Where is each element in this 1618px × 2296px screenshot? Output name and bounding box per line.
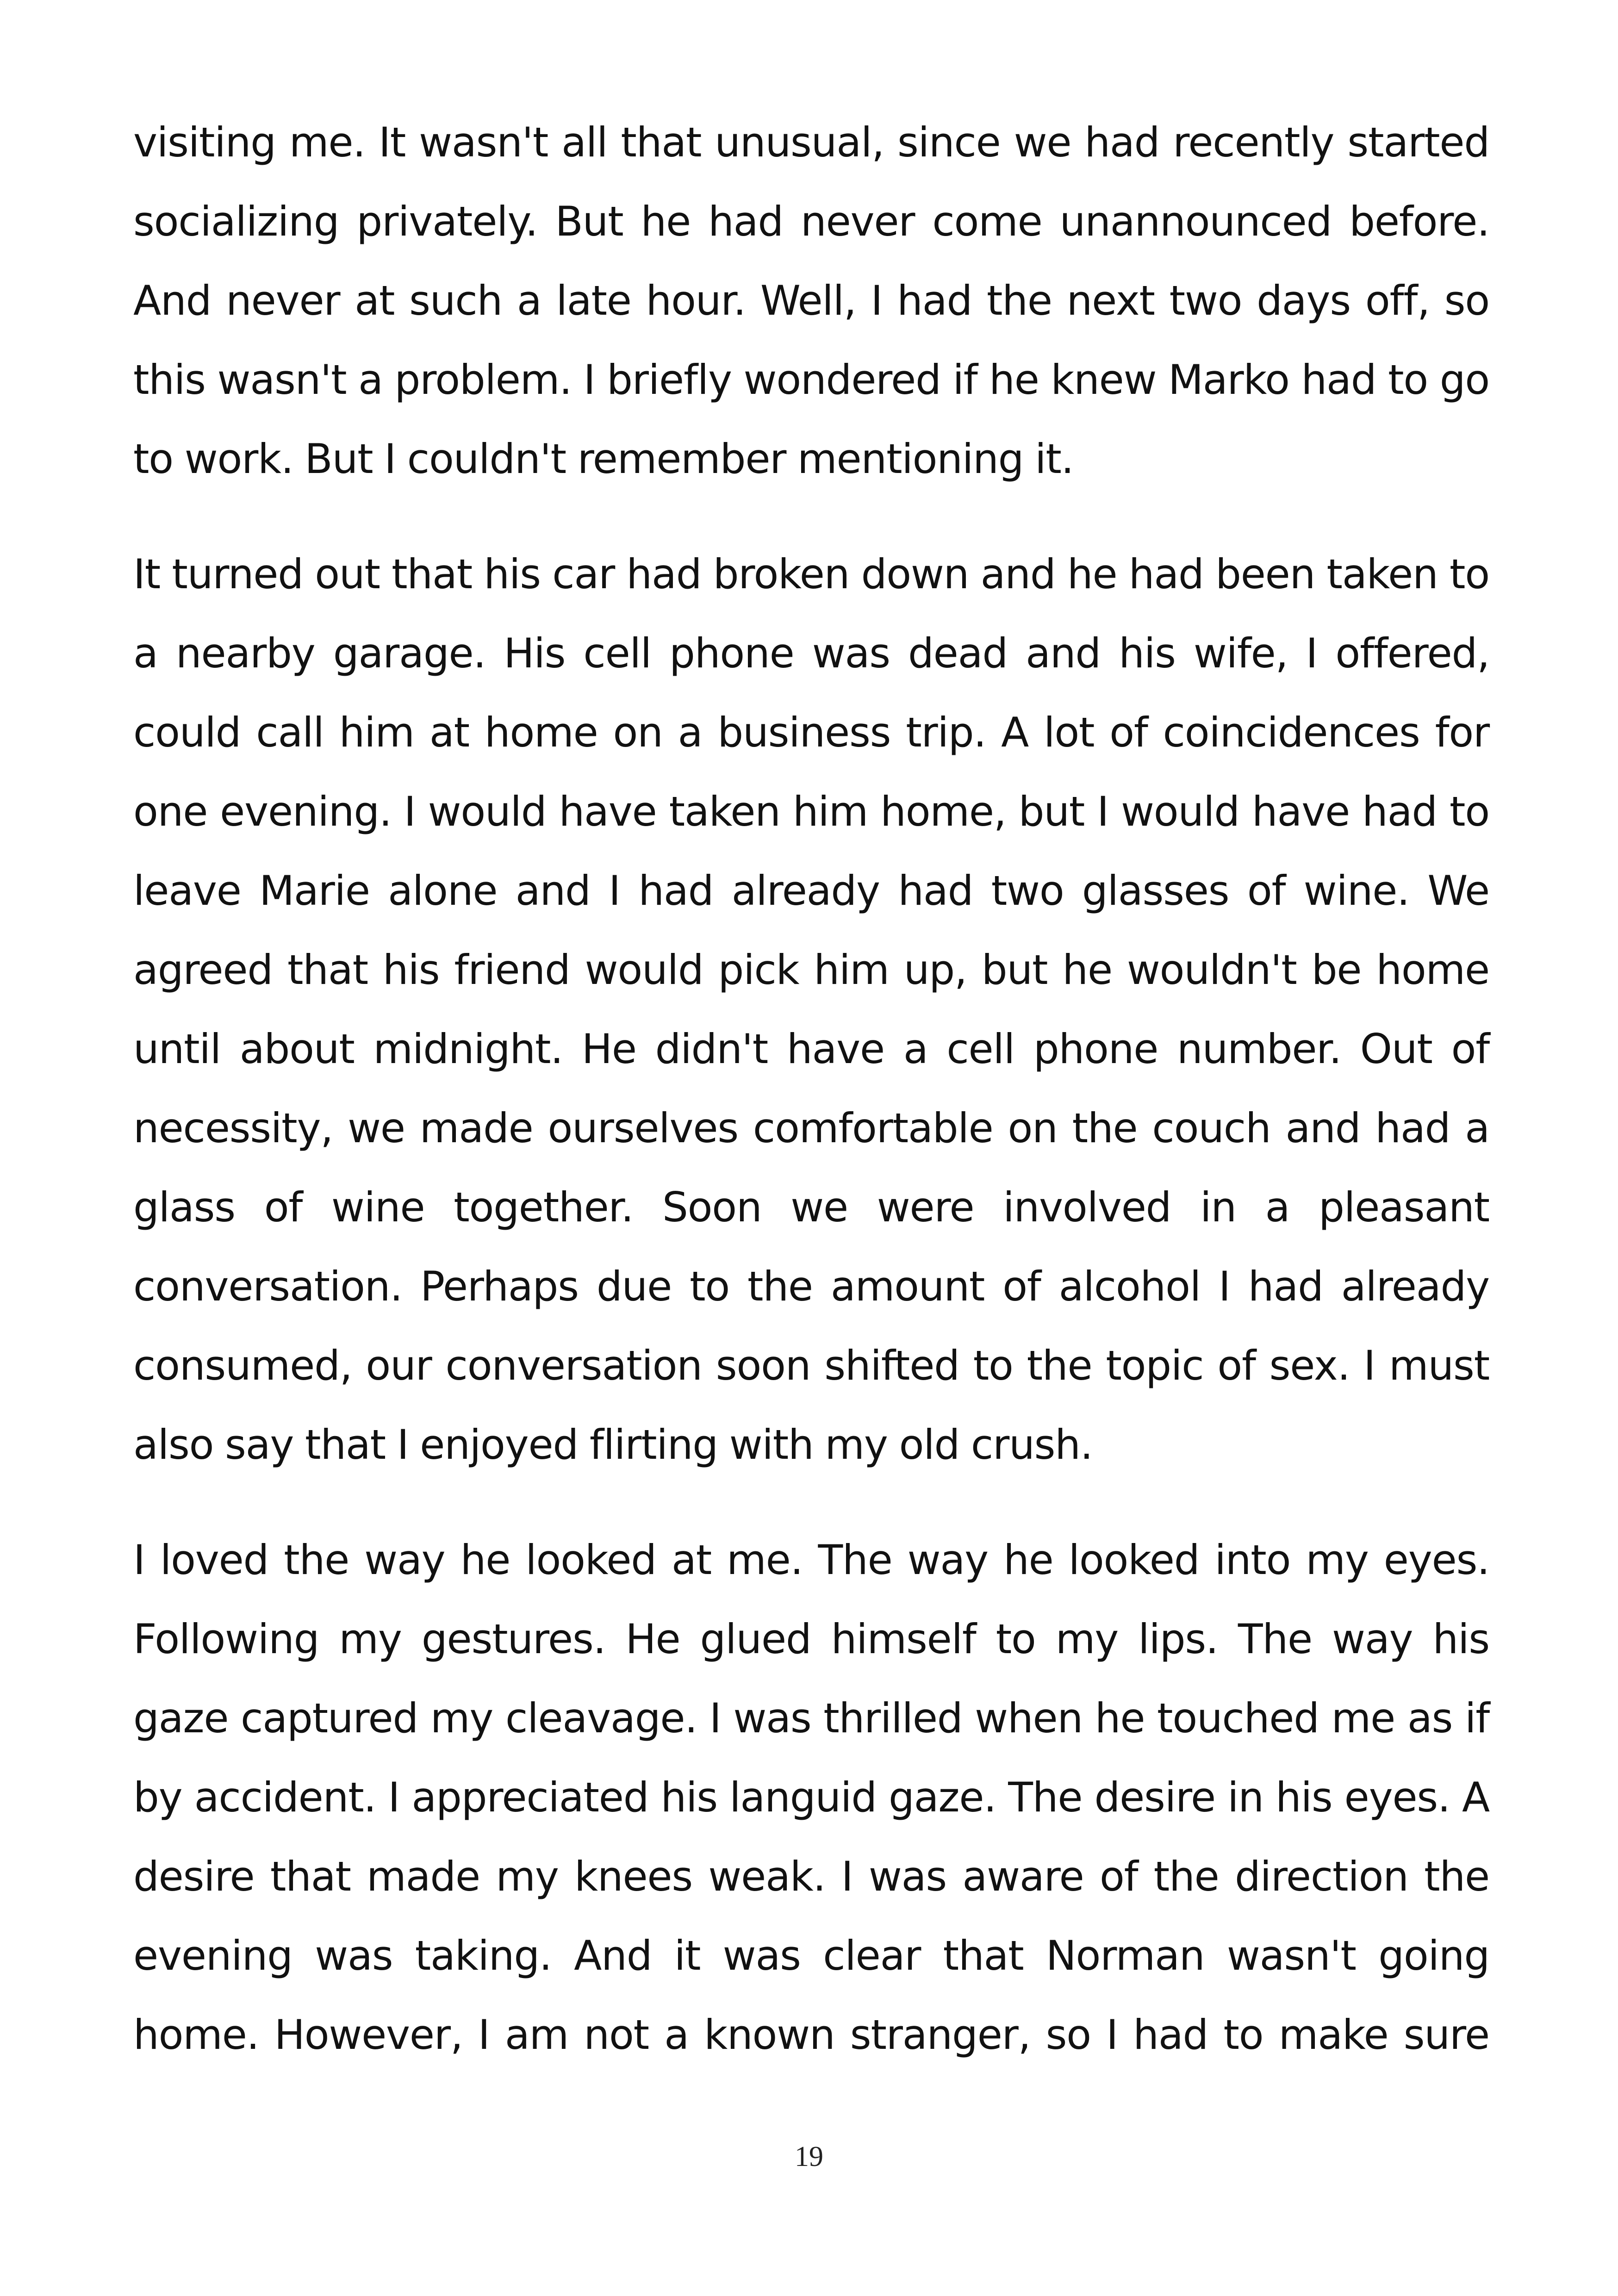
page-number: 19 — [795, 2141, 823, 2172]
paragraph-1: visiting me. It wasn't all that unusual, since we had recently started socializing privately. But he had never come unannounced before. And never at such a late hour. Well, I had the next two days off, so this wasn't a problem. I briefly wondered if he knew Marko had to go to work. But I couldn't remember mentioning it. — [133, 118, 1489, 483]
paragraph-3: I loved the way he looked at me. The way he looked into my eyes. Following my gestures. He glued himself to my lips. The way his gaze captured my cleavage. I was thrilled when he touched me as if by accident. I appreciated his languid gaze. The desire in his eyes. A desire that made my knees weak. I was aware of the direction the evening was taking. And it was clear that Norman wasn't going home. However, I am not a known stranger, so I had to make sure — [133, 1536, 1489, 2059]
paragraph-2: It turned out that his car had broken down and he had been taken to a nearby garage. His cell phone was dead and his wife, I offered, could call him at home on a business trip. A lot of coincidences for one evening. I would have taken him home, but I would have had to leave Marie alone and I had already had two glasses of wine. We agreed that his friend would pick him up, but he wouldn't be home until about midnight. He didn't have a cell phone number. Out of necessity, we made ourselves comfortable on the couch and had a glass of wine together. Soon we were involved in a pleasant conversation. Perhaps due to the amount of alcohol I had already consumed, our conversation soon shifted to the topic of sex. I must also say that I enjoyed flirting with my old crush. — [133, 550, 1489, 1468]
body-text — [133, 103, 1489, 2110]
